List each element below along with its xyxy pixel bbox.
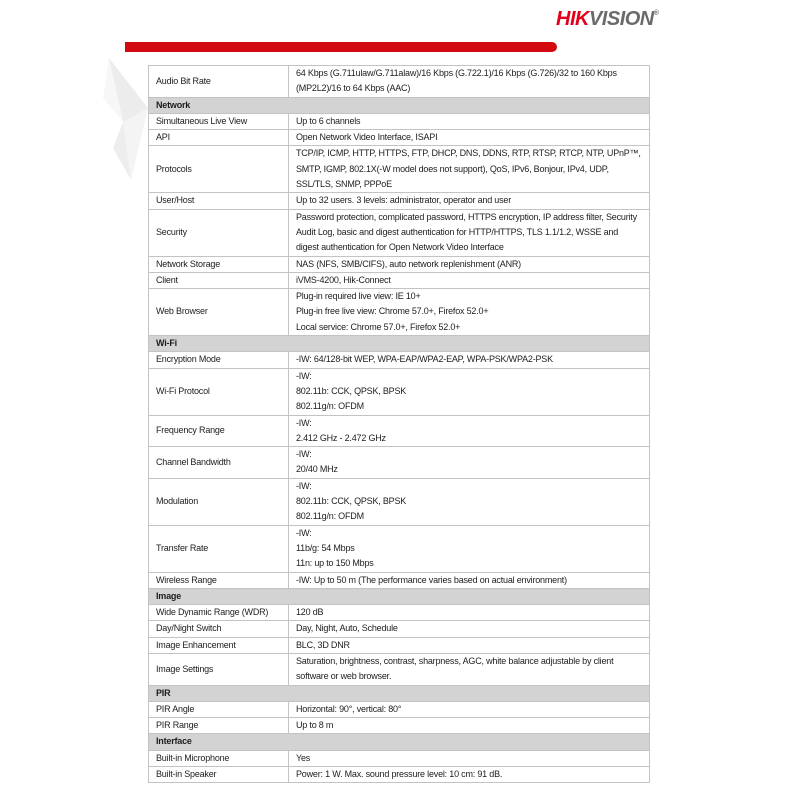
spec-label: Web Browser xyxy=(149,289,289,336)
spec-value-line: -IW: xyxy=(296,417,312,428)
spec-row xyxy=(149,256,650,272)
section-header-label: Interface xyxy=(149,734,650,750)
spec-table-body xyxy=(149,66,650,783)
section-header-label: Network xyxy=(149,97,650,113)
spec-value-line: -IW: Up to 50 m (The performance varies based on actual environment) xyxy=(296,574,567,585)
spec-value xyxy=(289,478,650,525)
spec-label: Image Settings xyxy=(149,653,289,685)
spec-table xyxy=(148,65,650,783)
spec-value xyxy=(289,193,650,209)
spec-row xyxy=(149,701,650,717)
section-header-row xyxy=(149,336,650,352)
spec-value: Password protection, complicated password, HTTPS encryption, IP address filter, Security Audit Log, basic and digest authentication for HTTP/HTTPS, TLS 1.1/1.2, WSSE and digest authentication for Open Network Video Interface xyxy=(289,209,650,256)
spec-value-line: 120 dB xyxy=(296,607,324,618)
spec-row xyxy=(149,146,650,193)
spec-label: Simultaneous Live View xyxy=(149,113,289,129)
spec-value-line: -IW: xyxy=(296,370,312,381)
spec-value xyxy=(289,525,650,572)
spec-value xyxy=(289,289,650,336)
spec-label: Client xyxy=(149,272,289,288)
spec-row xyxy=(149,572,650,588)
spec-row xyxy=(149,605,650,621)
spec-row xyxy=(149,130,650,146)
spec-label: Image Enhancement xyxy=(149,637,289,653)
section-header-label: PIR xyxy=(149,685,650,701)
spec-label: Wireless Range xyxy=(149,572,289,588)
spec-label: Channel Bandwidth xyxy=(149,447,289,479)
spec-label: Audio Bit Rate xyxy=(149,66,289,98)
section-header-row xyxy=(149,97,650,113)
spec-value xyxy=(289,572,650,588)
spec-label: Frequency Range xyxy=(149,415,289,447)
watermark-graphic xyxy=(101,56,151,186)
spec-row xyxy=(149,415,650,447)
spec-value xyxy=(289,447,650,479)
spec-label: Wi-Fi Protocol xyxy=(149,368,289,415)
spec-value xyxy=(289,767,650,783)
spec-value xyxy=(289,605,650,621)
spec-value-line: 2.412 GHz - 2.472 GHz xyxy=(296,432,386,443)
spec-value-line: -IW: xyxy=(296,480,312,491)
spec-label: Protocols xyxy=(149,146,289,193)
spec-row xyxy=(149,750,650,766)
spec-value-line: Local service: Chrome 57.0+, Firefox 52.0+ xyxy=(296,321,461,332)
spec-row xyxy=(149,272,650,288)
spec-label: Day/Night Switch xyxy=(149,621,289,637)
spec-value-line: Up to 32 users. 3 levels: administrator, operator and user xyxy=(296,195,512,206)
spec-value-line: -IW: xyxy=(296,449,312,460)
spec-label: Built-in Speaker xyxy=(149,767,289,783)
spec-row xyxy=(149,113,650,129)
spec-row xyxy=(149,621,650,637)
spec-label: PIR Angle xyxy=(149,701,289,717)
spec-value-line: Up to 6 channels xyxy=(296,115,361,126)
spec-row xyxy=(149,447,650,479)
logo-hik-text: HIK xyxy=(556,8,589,30)
spec-value-line: Plug-in required live view: IE 10+ xyxy=(296,291,421,302)
spec-value-line: 802.11g/n: OFDM xyxy=(296,511,364,522)
spec-value-line: Open Network Video Interface, ISAPI xyxy=(296,132,438,143)
spec-value xyxy=(289,272,650,288)
spec-row xyxy=(149,525,650,572)
spec-row xyxy=(149,209,650,256)
section-header-label: Image xyxy=(149,588,650,604)
spec-value xyxy=(289,130,650,146)
spec-row xyxy=(149,66,650,98)
spec-row xyxy=(149,193,650,209)
spec-value-line: NAS (NFS, SMB/CIFS), auto network replenishment (ANR) xyxy=(296,258,521,269)
spec-value-line: -IW: 64/128-bit WEP, WPA-EAP/WPA2-EAP, WPA-PSK/WPA2-PSK xyxy=(296,354,553,365)
spec-value-line: 11b/g: 54 Mbps xyxy=(296,542,355,553)
spec-value-line: Horizontal: 90°, vertical: 80° xyxy=(296,703,402,714)
spec-value-line: Plug-in free live view: Chrome 57.0+, Firefox 52.0+ xyxy=(296,306,489,317)
spec-value-line: -IW: xyxy=(296,527,312,538)
spec-value-line: Up to 8 m xyxy=(296,720,334,731)
spec-value-line: Yes xyxy=(296,752,311,763)
spec-value: 64 Kbps (G.711ulaw/G.711alaw)/16 Kbps (G.722.1)/16 Kbps (G.726)/32 to 160 Kbps (MP2L2)/16 to 64 Kbps (AAC) xyxy=(289,66,650,98)
hikvision-logo xyxy=(556,8,658,31)
logo-vision-text: VISION xyxy=(588,8,654,30)
spec-label: Encryption Mode xyxy=(149,352,289,368)
spec-label: Security xyxy=(149,209,289,256)
spec-label: Wide Dynamic Range (WDR) xyxy=(149,605,289,621)
registered-mark: ® xyxy=(653,10,659,17)
spec-row xyxy=(149,478,650,525)
spec-row xyxy=(149,637,650,653)
spec-value xyxy=(289,352,650,368)
spec-row xyxy=(149,767,650,783)
spec-value xyxy=(289,113,650,129)
spec-value xyxy=(289,256,650,272)
spec-label: API xyxy=(149,130,289,146)
accent-bar xyxy=(125,42,557,52)
spec-value-line: Power: 1 W. Max. sound pressure level: 10 cm: 91 dB. xyxy=(296,769,503,780)
spec-value xyxy=(289,750,650,766)
spec-label: Transfer Rate xyxy=(149,525,289,572)
spec-value xyxy=(289,368,650,415)
spec-label: PIR Range xyxy=(149,718,289,734)
spec-value: Saturation, brightness, contrast, sharpness, AGC, white balance adjustable by client software or web browser. xyxy=(289,653,650,685)
spec-label: Network Storage xyxy=(149,256,289,272)
spec-value xyxy=(289,415,650,447)
section-header-label: Wi-Fi xyxy=(149,336,650,352)
spec-value xyxy=(289,701,650,717)
spec-value-line: 11n: up to 150 Mbps xyxy=(296,558,374,569)
spec-value xyxy=(289,718,650,734)
spec-value-line: 802.11b: CCK, QPSK, BPSK xyxy=(296,385,407,396)
spec-row xyxy=(149,352,650,368)
spec-value xyxy=(289,637,650,653)
spec-value-line: BLC, 3D DNR xyxy=(296,639,350,650)
spec-value xyxy=(289,621,650,637)
section-header-row xyxy=(149,734,650,750)
spec-row xyxy=(149,368,650,415)
spec-label: Built-in Microphone xyxy=(149,750,289,766)
section-header-row xyxy=(149,685,650,701)
spec-row xyxy=(149,289,650,336)
spec-value-line: 802.11g/n: OFDM xyxy=(296,401,364,412)
spec-value-line: iVMS-4200, Hik-Connect xyxy=(296,274,391,285)
spec-value-line: 20/40 MHz xyxy=(296,464,338,475)
spec-row xyxy=(149,653,650,685)
section-header-row xyxy=(149,588,650,604)
spec-row xyxy=(149,718,650,734)
spec-value: TCP/IP, ICMP, HTTP, HTTPS, FTP, DHCP, DNS, DDNS, RTP, RTSP, RTCP, NTP, UPnP™, SMTP, IGMP, 802.1X(-W model does not support), QoS, IPv6, Bonjour, IPv4, UDP, SSL/TLS, SNMP, PPPoE xyxy=(289,146,650,193)
spec-value-line: 802.11b: CCK, QPSK, BPSK xyxy=(296,496,407,507)
spec-value-line: Day, Night, Auto, Schedule xyxy=(296,623,398,634)
spec-label: Modulation xyxy=(149,478,289,525)
spec-label: User/Host xyxy=(149,193,289,209)
